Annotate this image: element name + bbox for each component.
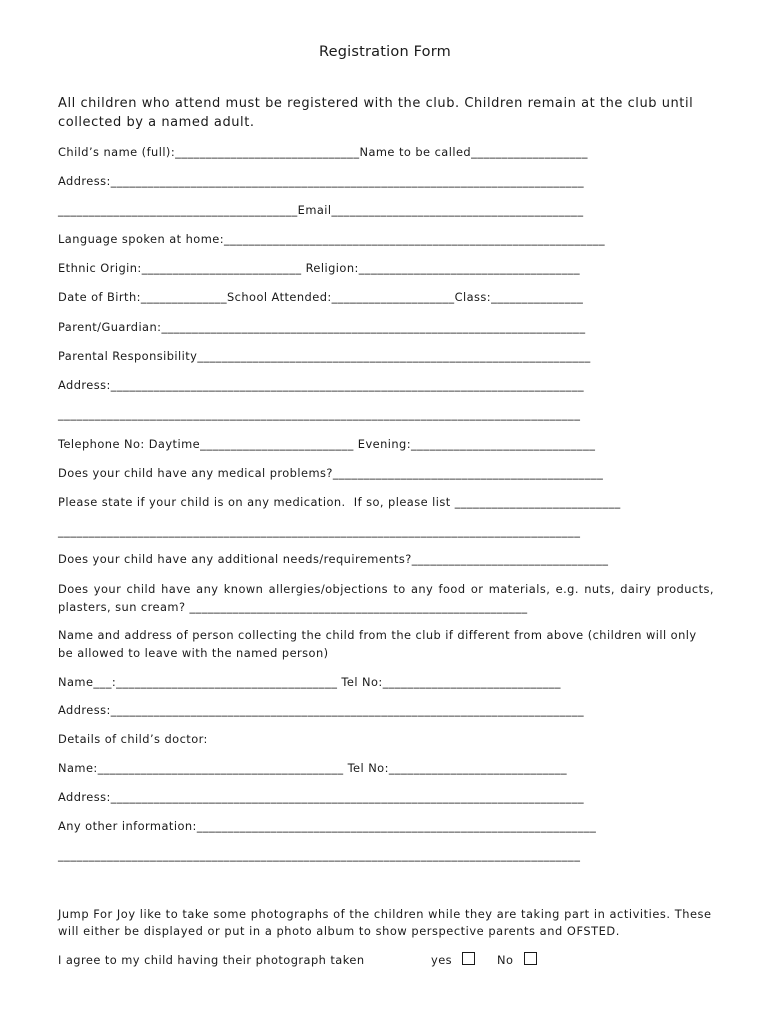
consent-no-checkbox[interactable]: [524, 952, 537, 965]
intro-text: All children who attend must be registered with the club. Children remain at the club until collected by a named adult.: [58, 96, 694, 130]
email-line[interactable]: _______________________________________Email_________________________________________: [58, 203, 584, 217]
form-title: Registration Form: [319, 44, 451, 60]
parent-address-line-2[interactable]: _____________________________________________________________________________________: [58, 407, 581, 421]
parent-address-line[interactable]: Address:_____________________________________________________________________________: [58, 378, 584, 392]
ethnic-origin-line[interactable]: Ethnic Origin:__________________________ Religion:____________________________________: [58, 261, 581, 275]
parent-guardian-line[interactable]: Parent/Guardian:_____________________________________________________________________: [58, 320, 586, 334]
photo-notice: Jump For Joy like to take some photographs of the children while they are taking part in activities. These will either be displayed or put in a photo album to show perspective parents and OFSTED.: [58, 907, 712, 938]
consent-yes-checkbox[interactable]: [462, 952, 475, 965]
additional-needs-line[interactable]: Does your child have any additional needs/requirements?________________________________: [58, 552, 609, 566]
language-line[interactable]: Language spoken at home:______________________________________________________________: [58, 232, 606, 246]
doctor-name-line[interactable]: Name:________________________________________ Tel No:_____________________________: [58, 761, 568, 775]
medication-line-2[interactable]: _____________________________________________________________________________________: [58, 524, 581, 538]
allergies-question[interactable]: Does your child have any known allergies/objections to any food or materials, e.g. nuts, dairy products, plasters, sun cream? _______________________________________________________: [58, 582, 714, 614]
doctor-details-heading: Details of child’s doctor:: [58, 732, 208, 746]
childs-name-line[interactable]: Child’s name (full):______________________________Name to be called___________________: [58, 145, 588, 159]
telephone-line[interactable]: Telephone No: Daytime_________________________ Evening:______________________________: [58, 437, 596, 451]
address-line[interactable]: Address:_____________________________________________________________________________: [58, 174, 584, 188]
date-of-birth-line[interactable]: Date of Birth:______________School Attended:____________________Class:_______________: [58, 290, 584, 304]
photo-consent-label: I agree to my child having their photograph taken: [58, 953, 365, 967]
other-information-line[interactable]: Any other information:_________________________________________________________________: [58, 819, 597, 833]
consent-no-label: No: [497, 953, 514, 967]
consent-yes-label: yes: [431, 953, 453, 967]
medication-line[interactable]: Please state if your child is on any medication. If so, please list ___________________________: [58, 495, 621, 509]
collector-name-line[interactable]: Name___:____________________________________ Tel No:_____________________________: [58, 675, 561, 689]
collector-address-line[interactable]: Address:_____________________________________________________________________________: [58, 703, 584, 717]
collecting-person-note: Name and address of person collecting the child from the club if different from above (children will only be allowed to leave with the named person): [58, 628, 697, 660]
parental-responsibility-line[interactable]: Parental Responsibility________________________________________________________________: [58, 349, 591, 363]
medical-problems-line[interactable]: Does your child have any medical problems?____________________________________________: [58, 466, 604, 480]
doctor-address-line[interactable]: Address:_____________________________________________________________________________: [58, 790, 584, 804]
other-information-line-2[interactable]: _____________________________________________________________________________________: [58, 848, 581, 862]
